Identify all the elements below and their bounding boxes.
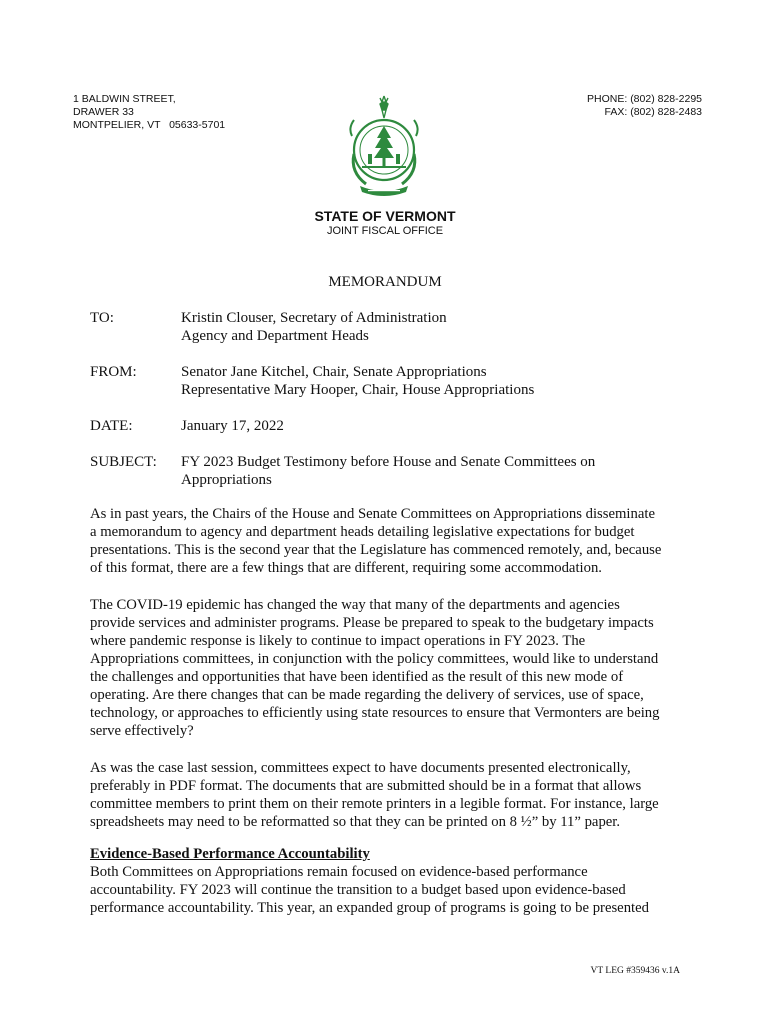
return-address [73, 93, 225, 132]
text-line: serve effectively? [90, 723, 194, 739]
paragraph-1 [90, 505, 690, 577]
to-label: TO: [90, 310, 114, 326]
from-line: Representative Mary Hooper, Chair, House Appropriations [181, 382, 535, 398]
text-line: of this format, there are a few things that are different, requiring some accommodation. [90, 560, 602, 576]
address-line: 1 BALDWIN STREET, [73, 93, 176, 105]
text-line: Both Committees on Appropriations remain focused on evidence-based performance [90, 864, 588, 880]
subject-line: FY 2023 Budget Testimony before House and Senate Committees on [181, 454, 596, 470]
text-line: As was the case last session, committees expect to have documents presented electronically, [90, 760, 631, 776]
address-line: MONTPELIER, VT 05633-5701 [73, 119, 226, 131]
to-line: Kristin Clouser, Secretary of Administration [181, 310, 447, 326]
text-line: The COVID-19 epidemic has changed the way that many of the departments and agencies [90, 597, 620, 613]
section-heading: Evidence-Based Performance Accountability [90, 846, 370, 862]
office-name: JOINT FISCAL OFFICE [326, 225, 444, 237]
memo-title: MEMORANDUM [328, 274, 442, 290]
vermont-seal-icon [344, 92, 424, 198]
text-line: accountability. FY 2023 will continue the transition to a budget based upon evidence-based [90, 882, 626, 898]
address-line: DRAWER 33 [73, 106, 134, 118]
evidence-section [90, 845, 690, 917]
text-line: provide services and administer programs. Please be prepared to speak to the budgetary impacts [90, 615, 654, 631]
text-line: the challenges and opportunities that have been identified as the result of this new mode of [90, 669, 624, 685]
text-line: performance accountability. This year, an expanded group of programs is going to be presented [90, 900, 649, 916]
to-line: Agency and Department Heads [181, 328, 369, 344]
text-line: a memorandum to agency and department heads detailing legislative expectations for budget [90, 524, 635, 540]
from-value [181, 363, 621, 399]
subject-value [181, 453, 621, 489]
date-label: DATE: [90, 418, 133, 434]
text-line: committee members to print them on their remote printers in a legible format. For instance, large [90, 796, 659, 812]
to-value [181, 309, 621, 345]
state-name: STATE OF VERMONT [314, 208, 456, 224]
from-label: FROM: [90, 364, 137, 380]
text-line: presentations. This is the second year that the Legislature has commenced remotely, and, because [90, 542, 662, 558]
subject-label: SUBJECT: [90, 454, 157, 470]
from-line: Senator Jane Kitchel, Chair, Senate Appropriations [181, 364, 487, 380]
paragraph-3 [90, 759, 690, 831]
text-line: As in past years, the Chairs of the House and Senate Committees on Appropriations disseminate [90, 506, 655, 522]
text-line: where pandemic response is likely to continue to impact operations in FY 2023. The [90, 633, 586, 649]
text-line: Appropriations committees, in conjunction with the policy committees, would like to understand [90, 651, 659, 667]
text-line: technology, or approaches to efficiently using state resources to ensure that Vermonters are being [90, 705, 660, 721]
document-id: VT LEG #359436 v.1A [590, 966, 680, 976]
paragraph-2 [90, 596, 690, 740]
text-line: operating. Are there changes that can be made regarding the delivery of services, use of space, [90, 687, 644, 703]
text-line: preferably in PDF format. The documents that are submitted should be in a format that allows [90, 778, 642, 794]
date-value: January 17, 2022 [181, 418, 284, 434]
phone-number: PHONE: (802) 828-2295 [587, 93, 702, 105]
fax-number: FAX: (802) 828-2483 [604, 106, 702, 118]
contact-numbers [587, 93, 702, 119]
subject-line: Appropriations [181, 472, 272, 488]
text-line: spreadsheets may need to be reformatted so that they can be printed on 8 ½” by 11” paper. [90, 814, 621, 830]
